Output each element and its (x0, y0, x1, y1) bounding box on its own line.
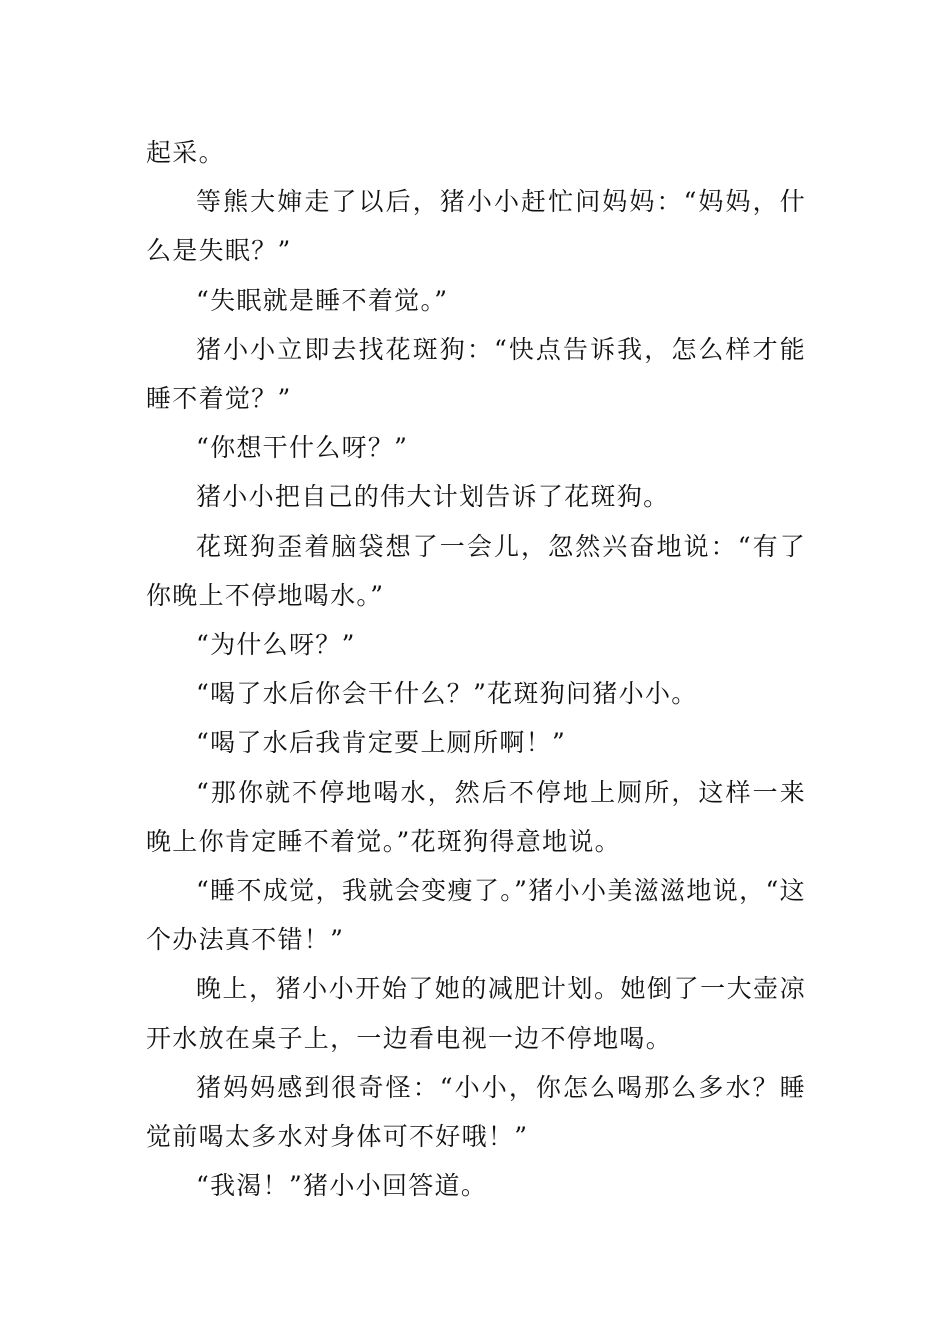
paragraph: 猪小小立即去找花斑狗：“快点告诉我，怎么样才能睡不着觉？” (146, 334, 806, 414)
paragraph: “你想干什么呀？” (196, 433, 409, 463)
paragraph: “喝了水后我肯定要上厕所啊！” (196, 728, 567, 758)
paragraph: “为什么呀？” (196, 630, 356, 660)
document-page (146, 128, 806, 1210)
paragraph: “睡不成觉，我就会变瘦了。”猪小小美滋滋地说，“这个办法真不错！” (146, 876, 806, 955)
paragraph: 花斑狗歪着脑袋想了一会儿，忽然兴奋地说：“有了你晚上不停地喝水。” (146, 531, 806, 610)
paragraph: 等熊大婶走了以后，猪小小赶忙问妈妈：“妈妈，什么是失眠？” (146, 187, 806, 266)
paragraph: “喝了水后你会干什么？”花斑狗问猪小小。 (196, 679, 698, 709)
paragraph: “那你就不停地喝水，然后不停地上厕所，这样一来晚上你肯定睡不着觉。”花斑狗得意地说。 (146, 777, 806, 856)
paragraph: 猪妈妈感到很奇怪：“小小，你怎么喝那么多水？睡觉前喝太多水对身体可不好哦！” (146, 1072, 806, 1152)
paragraph: “我渴！”猪小小回答道。 (196, 1171, 488, 1201)
paragraph: 晚上，猪小小开始了她的减肥计划。她倒了一大壶凉开水放在桌子上，一边看电视一边不停地喝。 (146, 974, 806, 1053)
paragraph: 起采。 (146, 138, 225, 167)
paragraph: “失眠就是睡不着觉。” (196, 285, 449, 315)
paragraph: 猪小小把自己的伟大计划告诉了花斑狗。 (196, 482, 670, 512)
